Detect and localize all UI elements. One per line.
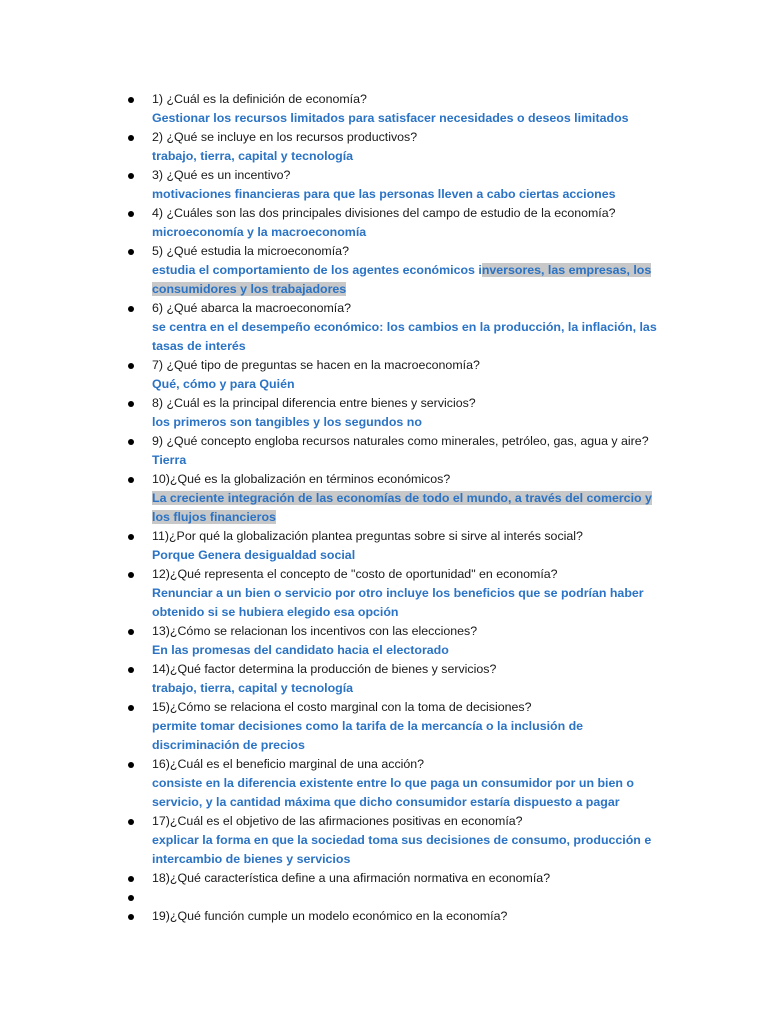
question-text: 14)¿Qué factor determina la producción de bienes y servicios? [152, 662, 497, 676]
list-item-1 [124, 90, 664, 128]
answer-text: motivaciones financieras para que las personas lleven a cabo ciertas acciones [152, 187, 616, 201]
list-item-15 [124, 698, 664, 755]
answer-text: Gestionar los recursos limitados para satisfacer necesidades o deseos limitados [152, 111, 629, 125]
bullet-icon [128, 705, 134, 711]
question-text: 16)¿Cuál es el beneficio marginal de una acción? [152, 757, 425, 771]
answer-text: explicar la forma en que la sociedad toma sus decisiones de consumo, producción e intercambio de bienes y servicios [152, 833, 652, 866]
bullet-icon [128, 667, 134, 673]
bullet-icon [128, 306, 134, 312]
bullet-icon [128, 534, 134, 540]
question-text: 7) ¿Qué tipo de preguntas se hacen en la macroeconomía? [152, 358, 480, 372]
answer-text: microeconomía y la macroeconomía [152, 225, 367, 239]
list-item-4 [124, 204, 664, 242]
answer-plain-part: estudia el comportamiento de los agentes económicos i [152, 263, 482, 277]
list-item-17 [124, 812, 664, 869]
list-item-10 [124, 470, 664, 527]
bullet-icon [128, 249, 134, 255]
answer-text [152, 489, 664, 527]
question-text: 17)¿Cuál es el objetivo de las afirmaciones positivas en economía? [152, 814, 523, 828]
answer-text: Renunciar a un bien o servicio por otro incluye los beneficios que se podrían haber obtenido si se hubiera elegido esa opción [152, 586, 644, 619]
list-item-18 [124, 869, 664, 888]
question-text: 10)¿Qué es la globalización en términos económicos? [152, 472, 451, 486]
list-item-12 [124, 565, 664, 622]
list-item-8 [124, 394, 664, 432]
list-item-9 [124, 432, 664, 470]
answer-text: consiste en la diferencia existente entre lo que paga un consumidor por un bien o servicio, y la cantidad máxima que dicho consumidor estaría dispuesto a pagar [152, 776, 634, 809]
bullet-icon [128, 876, 134, 882]
bullet-icon [128, 135, 134, 141]
list-item-empty [124, 888, 664, 907]
answer-text: permite tomar decisiones como la tarifa de la mercancía o la inclusión de discriminación de precios [152, 719, 584, 752]
answer-text: Tierra [152, 453, 187, 467]
question-text: 13)¿Cómo se relacionan los incentivos con las elecciones? [152, 624, 478, 638]
question-text: 15)¿Cómo se relaciona el costo marginal con la toma de decisiones? [152, 700, 532, 714]
question-text: 4) ¿Cuáles son las dos principales divisiones del campo de estudio de la economía? [152, 206, 616, 220]
list-item-6 [124, 299, 664, 356]
question-text [152, 888, 664, 907]
question-text: 1) ¿Cuál es la definición de economía? [152, 92, 367, 106]
list-item-13 [124, 622, 664, 660]
question-list [124, 90, 664, 926]
bullet-icon [128, 439, 134, 445]
answer-highlighted-part: nversores, las empresas, los consumidores y los trabajadores [152, 263, 652, 296]
question-text: 5) ¿Qué estudia la microeconomía? [152, 244, 349, 258]
answer-text: Qué, cómo y para Quién [152, 377, 295, 391]
question-text: 6) ¿Qué abarca la macroeconomía? [152, 301, 352, 315]
bullet-icon [128, 819, 134, 825]
question-text: 2) ¿Qué se incluye en los recursos productivos? [152, 130, 418, 144]
list-item-7 [124, 356, 664, 394]
bullet-icon [128, 895, 134, 901]
bullet-icon [128, 629, 134, 635]
bullet-icon [128, 173, 134, 179]
question-text: 12)¿Qué representa el concepto de "costo de oportunidad" en economía? [152, 567, 558, 581]
answer-text: En las promesas del candidato hacia el electorado [152, 643, 449, 657]
question-text: 11)¿Por qué la globalización plantea preguntas sobre si sirve al interés social? [152, 529, 583, 543]
bullet-icon [128, 363, 134, 369]
bullet-icon [128, 477, 134, 483]
answer-text [152, 261, 664, 299]
list-item-2 [124, 128, 664, 166]
list-item-11 [124, 527, 664, 565]
bullet-icon [128, 97, 134, 103]
answer-highlighted-part: La creciente integración de las economías de todo el mundo, a través del comercio y los flujos financieros [152, 491, 652, 524]
bullet-icon [128, 401, 134, 407]
question-text: 8) ¿Cuál es la principal diferencia entre bienes y servicios? [152, 396, 476, 410]
question-text: 19)¿Qué función cumple un modelo económico en la economía? [152, 909, 508, 923]
answer-text: se centra en el desempeño económico: los cambios en la producción, la inflación, las tasas de interés [152, 320, 657, 353]
answer-text: trabajo, tierra, capital y tecnología [152, 149, 354, 163]
question-text: 9) ¿Qué concepto engloba recursos naturales como minerales, petróleo, gas, agua y aire? [152, 434, 649, 448]
answer-text: Porque Genera desigualdad social [152, 548, 356, 562]
bullet-icon [128, 211, 134, 217]
bullet-icon [128, 914, 134, 920]
list-item-14 [124, 660, 664, 698]
question-text: 3) ¿Qué es un incentivo? [152, 168, 291, 182]
bullet-icon [128, 762, 134, 768]
list-item-3 [124, 166, 664, 204]
list-item-19 [124, 907, 664, 926]
answer-text: los primeros son tangibles y los segundos no [152, 415, 422, 429]
list-item-5 [124, 242, 664, 299]
answer-text: trabajo, tierra, capital y tecnología [152, 681, 354, 695]
question-text: 18)¿Qué característica define a una afirmación normativa en economía? [152, 871, 551, 885]
bullet-icon [128, 572, 134, 578]
list-item-16 [124, 755, 664, 812]
